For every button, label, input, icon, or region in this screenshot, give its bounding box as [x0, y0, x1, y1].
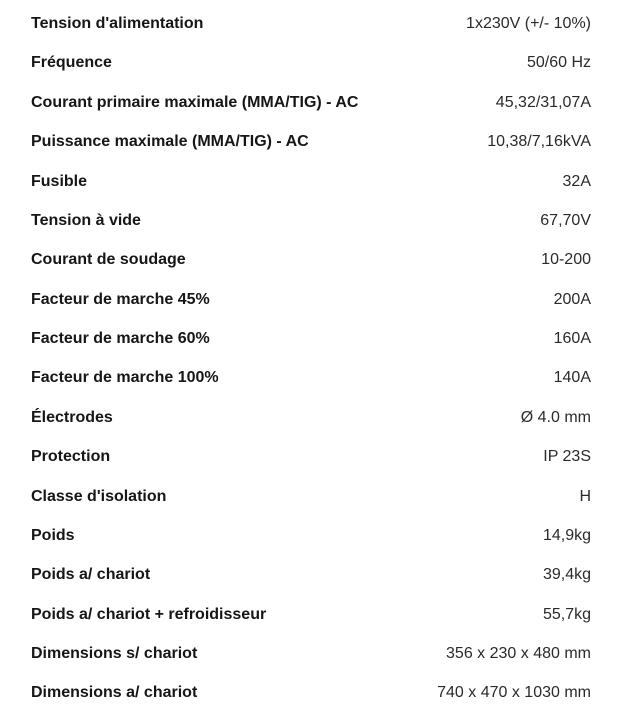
spec-row-primary-current: [0, 83, 628, 122]
spec-value: 14,9kg: [542, 526, 591, 544]
spec-label: Puissance maximale (MMA/TIG) - AC: [31, 132, 309, 150]
spec-label: Courant de soudage: [31, 250, 186, 268]
spec-value: 39,4kg: [542, 565, 591, 583]
spec-row-open-circuit-voltage: [0, 201, 628, 240]
spec-row-duty-cycle-60: [0, 319, 628, 358]
spec-value: 200A: [553, 290, 591, 308]
spec-row-electrodes: [0, 398, 628, 437]
spec-row-weight-with-trolley-cooler: [0, 595, 628, 634]
spec-row-weight-with-trolley: [0, 555, 628, 594]
spec-value: IP 23S: [543, 447, 591, 465]
spec-row-fuse: [0, 162, 628, 201]
spec-label: Protection: [31, 447, 111, 465]
spec-row-max-power: [0, 122, 628, 161]
spec-label: Poids: [31, 526, 75, 544]
spec-label: Poids a/ chariot + refroidisseur: [31, 605, 267, 623]
spec-value: H: [579, 487, 591, 505]
spec-value: 160A: [553, 329, 591, 347]
spec-label: Dimensions a/ chariot: [31, 683, 198, 701]
spec-value: 50/60 Hz: [526, 53, 591, 71]
spec-label: Poids a/ chariot: [31, 565, 151, 583]
spec-value: Ø 4.0 mm: [520, 408, 591, 426]
spec-label: Classe d'isolation: [31, 487, 167, 505]
spec-row-duty-cycle-45: [0, 280, 628, 319]
spec-value: 67,70V: [540, 211, 591, 229]
spec-row-protection: [0, 437, 628, 476]
spec-value: 55,7kg: [542, 605, 591, 623]
spec-row-duty-cycle-100: [0, 358, 628, 397]
spec-label: Courant primaire maximale (MMA/TIG) - AC: [31, 93, 359, 111]
spec-label: Tension à vide: [31, 211, 141, 229]
spec-row-dimensions-without-trolley: [0, 634, 628, 673]
spec-label: Fréquence: [31, 53, 112, 71]
spec-label: Fusible: [31, 172, 88, 190]
spec-row-dimensions-with-trolley: [0, 673, 628, 712]
spec-value: 32A: [562, 172, 591, 190]
spec-value: 740 x 470 x 1030 mm: [437, 683, 591, 701]
spec-value: 140A: [553, 368, 591, 386]
spec-row-frequency: [0, 43, 628, 82]
spec-value: 45,32/31,07A: [495, 93, 591, 111]
spec-value: 10,38/7,16kVA: [487, 132, 591, 150]
spec-label: Facteur de marche 45%: [31, 290, 210, 308]
spec-value: 1x230V (+/- 10%): [466, 14, 591, 32]
spec-label: Dimensions s/ chariot: [31, 644, 198, 662]
spec-value: 356 x 230 x 480 mm: [446, 644, 591, 662]
spec-label: Électrodes: [31, 408, 113, 426]
spec-value: 10-200: [541, 250, 591, 268]
spec-label: Tension d'alimentation: [31, 14, 204, 32]
spec-row-insulation-class: [0, 477, 628, 516]
spec-label: Facteur de marche 100%: [31, 368, 219, 386]
spec-row-weight: [0, 516, 628, 555]
spec-row-welding-current: [0, 240, 628, 279]
spec-row-supply-voltage: [0, 4, 628, 43]
spec-label: Facteur de marche 60%: [31, 329, 210, 347]
